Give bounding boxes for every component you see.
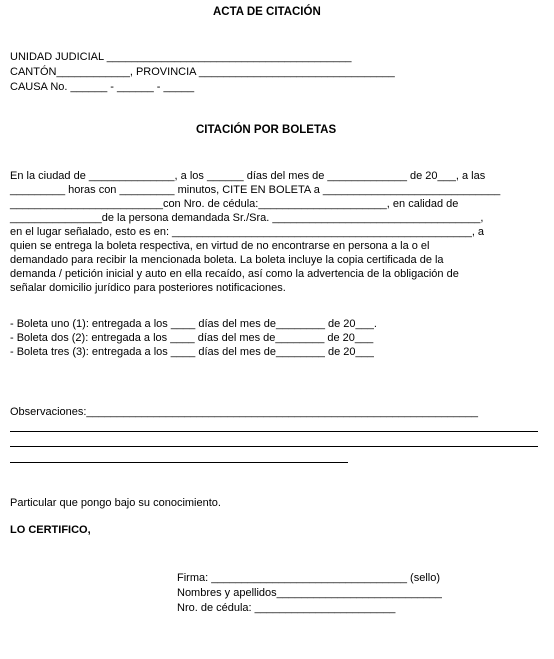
causa-line: CAUSA No. ______ - ______ - _____ xyxy=(10,81,195,93)
body-line-5: en el lugar señalado, esto es en: _________________________________________________, a xyxy=(10,226,485,238)
nombres-apellidos-line: Nombres y apellidos___________________________ xyxy=(177,587,442,599)
body-line-7: demandado para recibir la mencionada boleta. La boleta incluye la copia certificada de la xyxy=(10,254,444,266)
lo-certifico: LO CERTIFICO, xyxy=(10,524,91,536)
body-line-3: _________________________con Nro. de cédula:_____________________, en calidad de xyxy=(10,198,459,210)
body-line-2: _________ horas con _________ minutos, CITE EN BOLETA a _____________________________ xyxy=(10,184,501,196)
firma-line: Firma: ________________________________ (sello) xyxy=(177,572,440,584)
observaciones-blank-1 xyxy=(10,431,538,432)
body-line-1: En la ciudad de ______________, a los ______ días del mes de _____________ de 20___, a las xyxy=(10,170,486,182)
boleta-dos-line: - Boleta dos (2): entregada a los ____ días del mes de________ de 20___ xyxy=(10,332,374,344)
closing-text: Particular que pongo bajo su conocimiento. xyxy=(10,497,221,509)
document-title: ACTA DE CITACIÓN xyxy=(213,6,321,18)
unidad-judicial-line: UNIDAD JUDICIAL ________________________________________ xyxy=(10,51,352,63)
body-line-8: demanda / petición inicial y auto en ella recaído, así como la advertencia de la obligación de xyxy=(10,268,459,280)
observaciones-blank-2 xyxy=(10,446,538,447)
observaciones-blank-3 xyxy=(10,462,348,463)
section-title: CITACIÓN POR BOLETAS xyxy=(196,124,337,136)
body-line-9: señalar domicilio jurídico para posteriores notificaciones. xyxy=(10,282,286,294)
observaciones-line: Observaciones:________________________________________________________________ xyxy=(10,406,478,418)
boleta-uno-line: - Boleta uno (1): entregada a los ____ días del mes de________ de 20___. xyxy=(10,318,377,330)
cedula-line: Nro. de cédula: _______________________ xyxy=(177,602,396,614)
canton-provincia-line: CANTÓN____________, PROVINCIA ________________________________ xyxy=(10,66,395,78)
body-line-4: _______________de la persona demandada Sr./Sra. __________________________________, xyxy=(10,212,484,224)
boleta-tres-line: - Boleta tres (3): entregada a los ____ días del mes de________ de 20___ xyxy=(10,346,374,358)
body-line-6: quien se entrega la boleta respectiva, en virtud de no encontrarse en persona a la o el xyxy=(10,240,430,252)
